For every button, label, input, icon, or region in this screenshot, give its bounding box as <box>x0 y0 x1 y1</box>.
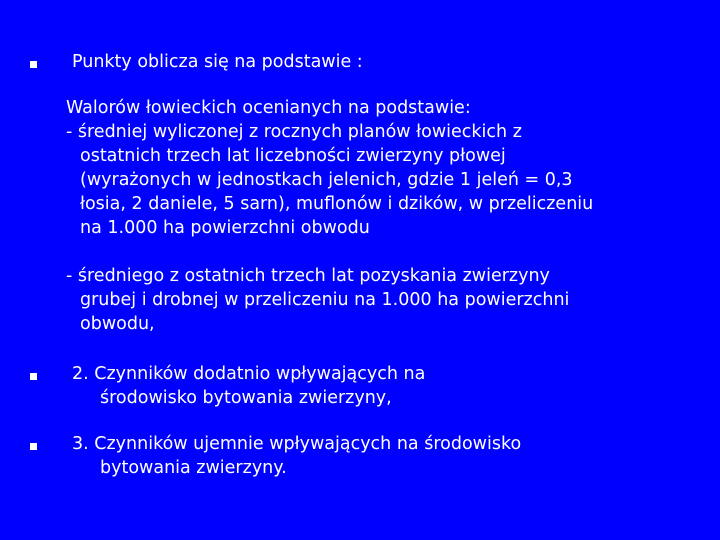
sub-line8: grubej i drobnej w przeliczeniu na 1.000 ha powierzchni <box>80 290 570 310</box>
sub-line1: Walorów łowieckich ocenianych na podstawie: <box>66 98 471 118</box>
square-bullet-icon <box>30 443 37 450</box>
sub-line3: ostatnich trzech lat liczebności zwierzyny płowej <box>80 146 506 166</box>
sub-line6: na 1.000 ha powierzchni obwodu <box>80 218 370 238</box>
item2-line1: 2. Czynników dodatnio wpływających na <box>72 364 426 384</box>
item3-line1: 3. Czynników ujemnie wpływających na środowisko <box>72 434 522 454</box>
item2-line2: środowisko bytowania zwierzyny, <box>100 388 392 408</box>
sub-line5: łosia, 2 daniele, 5 sarn), muflonów i dzików, w przeliczeniu <box>80 194 594 214</box>
sub-line9: obwodu, <box>80 314 155 334</box>
square-bullet-icon <box>30 61 37 68</box>
sub-line2: - średniej wyliczonej z rocznych planów łowieckich z <box>66 122 522 142</box>
item3-line2: bytowania zwierzyny. <box>100 458 287 478</box>
sub-line4: (wyrażonych w jednostkach jelenich, gdzie 1 jeleń = 0,3 <box>80 170 573 190</box>
sub-line7: - średniego z ostatnich trzech lat pozyskania zwierzyny <box>66 266 550 286</box>
item1-line1: Punkty oblicza się na podstawie : <box>72 52 363 72</box>
square-bullet-icon <box>30 373 37 380</box>
